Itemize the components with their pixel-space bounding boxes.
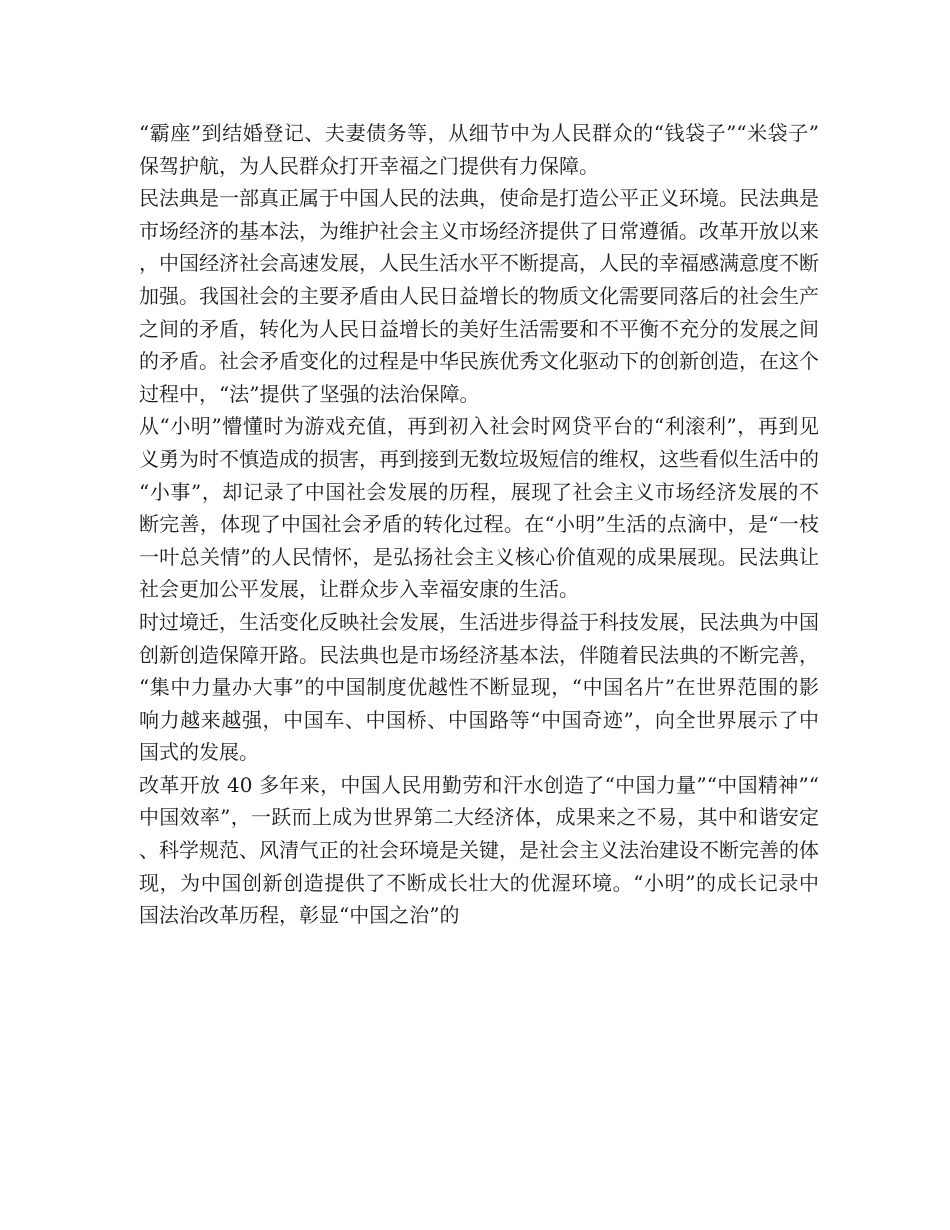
paragraph-4: 时过境迁，生活变化反映社会发展，生活进步得益于科技发展，民法典为中国创新创造保障开路。民法典也是市场经济基本法，伴随着民法典的不断完善，“集中力量办大事”的中国制度优越性不断显现，“中国名片”在世界范围的影响力越来越强，中国车、中国桥、中国路等“中国奇迹”，向全世界展示了中国式的发展。 (139, 609, 819, 765)
paragraph-2: 民法典是一部真正属于中国人民的法典，使命是打造公平正义环境。民法典是市场经济的基本法，为维护社会主义市场经济提供了日常遵循。改革开放以来，中国经济社会高速发展，人民生活水平不断提高，人民的幸福感满意度不断加强。我国社会的主要矛盾由人民日益增长的物质文化需要同落后的社会生产之间的矛盾，转化为人民日益增长的美好生活需要和不平衡不充分的发展之间的矛盾。社会矛盾变化的过程是中华民族优秀文化驱动下的创新创造，在这个过程中，“法”提供了坚强的法治保障。 (139, 186, 819, 406)
paragraph-3: 从“小明”懵懂时为游戏充值，再到初入社会时网贷平台的“利滚利”，再到见义勇为时不慎造成的损害，再到接到无数垃圾短信的维权，这些看似生活中的“小事”，却记录了中国社会发展的历程，展现了社会主义市场经济发展的不断完善，体现了中国社会矛盾的转化过程。在“小明”生活的点滴中，是“一枝一叶总关情”的人民情怀，是弘扬社会主义核心价值观的成果展现。民法典让社会更加公平发展，让群众步入幸福安康的生活。 (139, 414, 819, 602)
document-body (139, 117, 819, 932)
paragraph-1: “霸座”到结婚登记、夫妻债务等，从细节中为人民群众的“钱袋子”“米袋子”保驾护航，为人民群众打开幸福之门提供有力保障。 (139, 121, 819, 178)
paragraph-5: 改革开放 40 多年来，中国人民用勤劳和汗水创造了“中国力量”“中国精神”“中国效率”，一跃而上成为世界第二大经济体，成果来之不易，其中和谐安定、科学规范、风清气正的社会环境是关键，是社会主义法治建设不断完善的体现，为中国创新创造提供了不断成长壮大的优渥环境。“小明”的成长记录中国法治改革历程，彰显“中国之治”的 (139, 772, 819, 928)
